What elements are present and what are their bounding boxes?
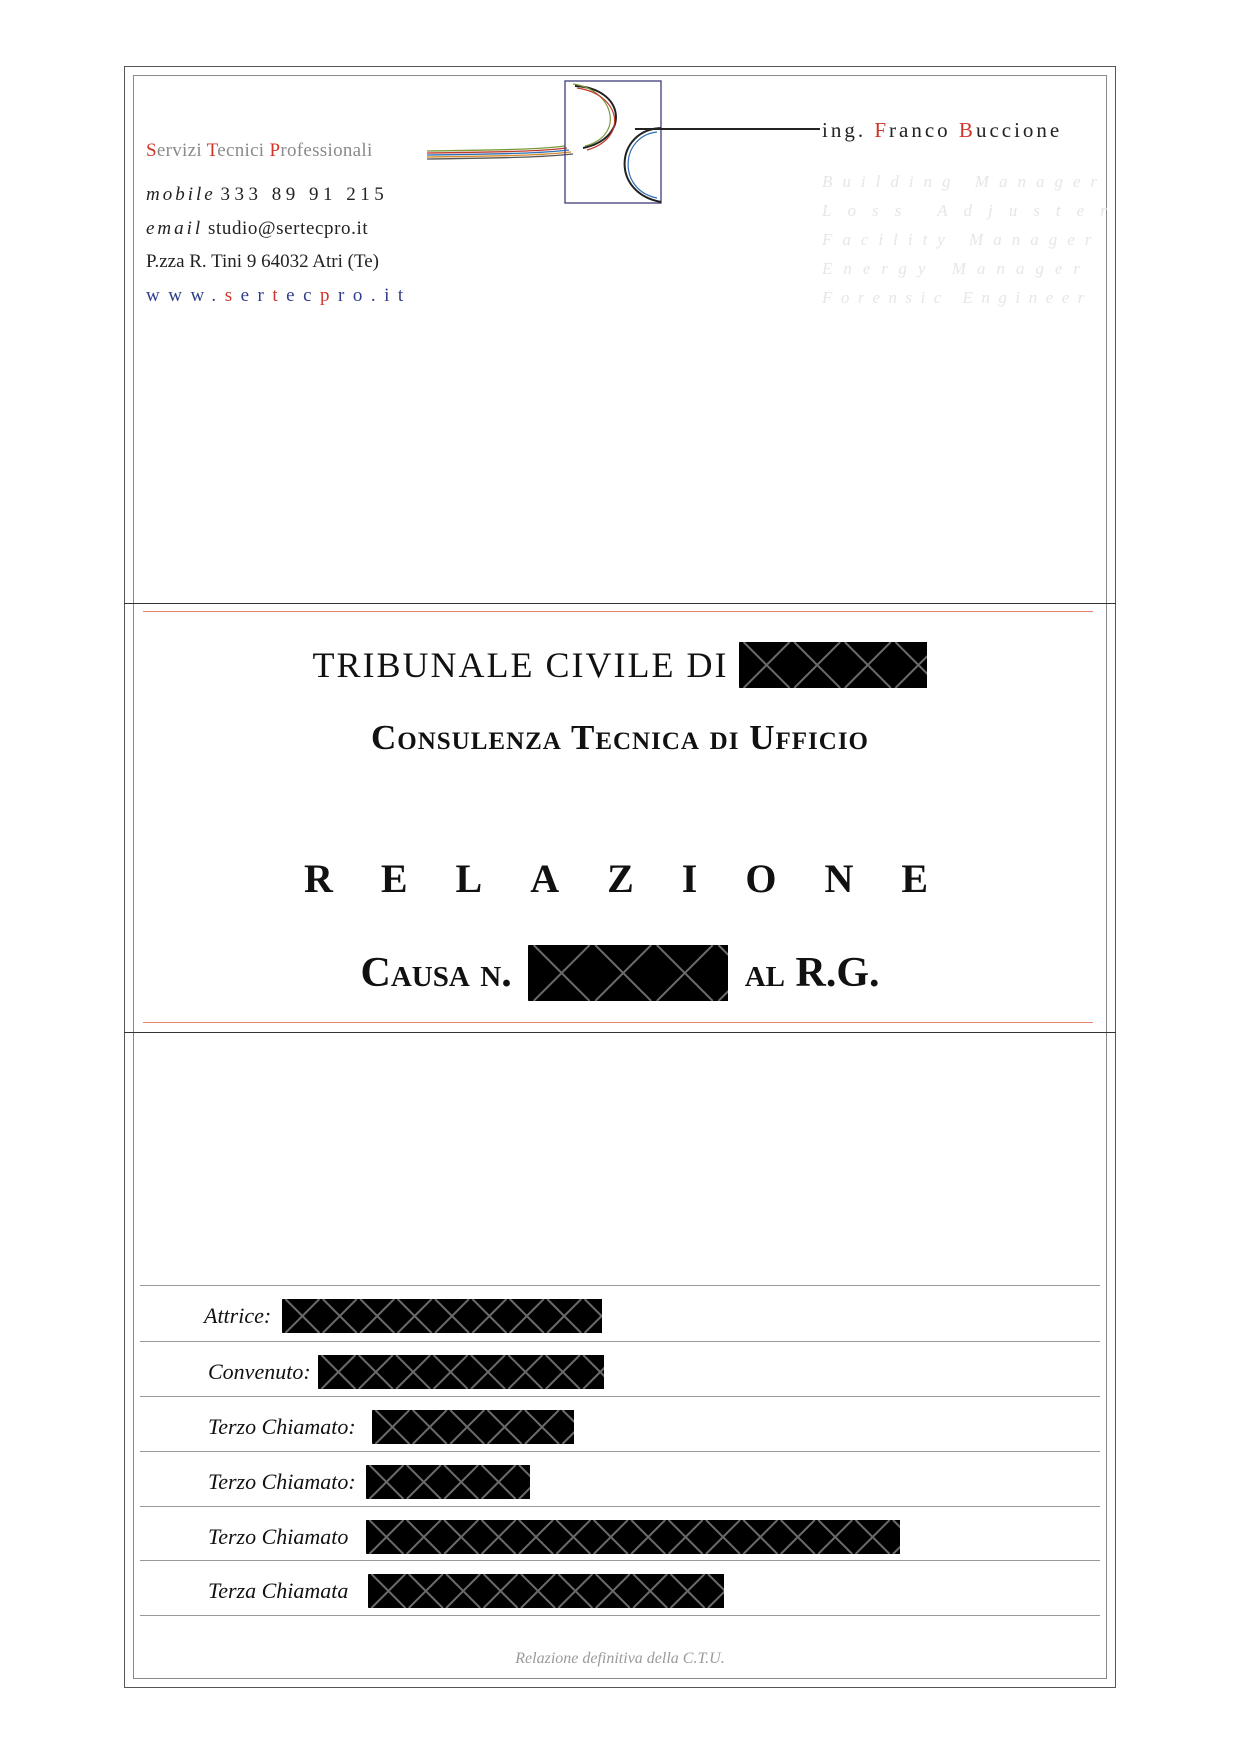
- studio-logo: [425, 78, 825, 208]
- party-divider: [140, 1341, 1100, 1342]
- party-row: [140, 1343, 1100, 1397]
- email-label: email: [146, 218, 204, 239]
- redaction-block: [282, 1299, 602, 1333]
- party-divider: [140, 1560, 1100, 1561]
- company-name: [146, 140, 373, 162]
- redaction-block: [366, 1520, 900, 1554]
- party-label: Terza Chiamata: [208, 1578, 349, 1603]
- party-label: Terzo Chiamato: [208, 1524, 349, 1549]
- redaction-block: [318, 1355, 604, 1389]
- cause-prefix: Causa n.: [360, 950, 512, 996]
- company-word-servizi: ervizi: [156, 140, 207, 161]
- report-title: RELAZIONE: [303, 856, 977, 901]
- redaction-block: [372, 1410, 574, 1444]
- engineer-initial-b: B: [958, 118, 976, 142]
- company-initial-t: T: [206, 140, 218, 161]
- role-item: Building Manager: [822, 172, 1108, 191]
- court-title: [0, 640, 1240, 688]
- redaction-block: [528, 945, 728, 1001]
- address-line: P.zza R. Tini 9 64032 Atri (Te): [146, 251, 380, 272]
- redaction-hatch: [366, 1465, 530, 1499]
- website-letter-t: t: [272, 285, 287, 306]
- party-row: [140, 1453, 1100, 1507]
- role-item: Loss Adjuster: [822, 201, 1123, 220]
- role-item: Energy Manager: [822, 259, 1092, 278]
- redaction-block: [739, 642, 927, 688]
- website-letter-s: s: [224, 285, 241, 306]
- red-rule-top: [143, 611, 1093, 612]
- redaction-hatch: [318, 1355, 604, 1389]
- mobile-label: mobile: [146, 184, 216, 205]
- mobile-line: [146, 184, 388, 206]
- email-line: [146, 218, 368, 240]
- party-label: Attrice:: [204, 1303, 272, 1328]
- party-divider: [140, 1615, 1100, 1616]
- redaction-hatch: [372, 1410, 574, 1444]
- consultancy-subtitle: Consulenza Tecnica di Ufficio: [370, 718, 869, 757]
- party-row: [140, 1508, 1100, 1562]
- email-address: studio@sertecpro.it: [207, 218, 369, 239]
- party-divider: [140, 1451, 1100, 1452]
- company-initial-s: S: [146, 140, 157, 161]
- website-letter-c: c: [303, 285, 321, 306]
- website-letter-p: p: [320, 285, 339, 306]
- website-letter-e: e: [240, 285, 258, 306]
- engineer-initial-f: F: [874, 118, 890, 142]
- cause-number: [0, 945, 1240, 1001]
- party-row: [140, 1562, 1100, 1616]
- company-word-professionali: rofessionali: [280, 140, 373, 161]
- engineer-first-name: ranco: [889, 118, 959, 142]
- website-letters-ro: ro: [338, 285, 371, 306]
- cause-suffix: al R.G.: [744, 950, 880, 996]
- website-prefix: www.: [146, 285, 225, 306]
- mobile-number: 333 89 91 215: [220, 184, 389, 205]
- engineer-last-name: uccione: [975, 118, 1063, 142]
- role-item: Forensic Engineer: [822, 288, 1093, 307]
- redaction-hatch: [366, 1520, 900, 1554]
- section-divider-bottom: [124, 1032, 1116, 1033]
- party-divider: [140, 1285, 1100, 1286]
- engineer-name: [822, 118, 1062, 143]
- party-label: Convenuto:: [208, 1359, 311, 1384]
- court-title-text: TRIBUNALE CIVILE DI: [312, 644, 729, 685]
- redaction-hatch: [368, 1574, 724, 1608]
- party-row: [140, 1398, 1100, 1452]
- party-divider: [140, 1506, 1100, 1507]
- website: [146, 285, 412, 307]
- page-footer: Relazione definitiva della C.T.U.: [515, 1650, 725, 1667]
- redaction-hatch: [739, 642, 927, 688]
- roles-list: [822, 167, 1123, 312]
- red-rule-bottom: [143, 1022, 1093, 1023]
- website-letter-e2: e: [286, 285, 304, 306]
- section-divider-top: [124, 603, 1116, 604]
- redaction-block: [366, 1465, 530, 1499]
- party-label: Terzo Chiamato:: [208, 1469, 356, 1494]
- party-divider: [140, 1396, 1100, 1397]
- website-letter-r: r: [257, 285, 273, 306]
- redaction-hatch: [282, 1299, 602, 1333]
- website-suffix: .it: [370, 285, 412, 306]
- engineer-prefix: ing.: [822, 118, 875, 142]
- party-row: [140, 1287, 1100, 1341]
- company-word-tecnici: ecnici: [217, 140, 270, 161]
- redaction-block: [368, 1574, 724, 1608]
- redaction-hatch: [528, 945, 728, 1001]
- party-label: Terzo Chiamato:: [208, 1414, 356, 1439]
- company-initial-p: P: [269, 140, 281, 161]
- role-item: Facility Manager: [822, 230, 1102, 249]
